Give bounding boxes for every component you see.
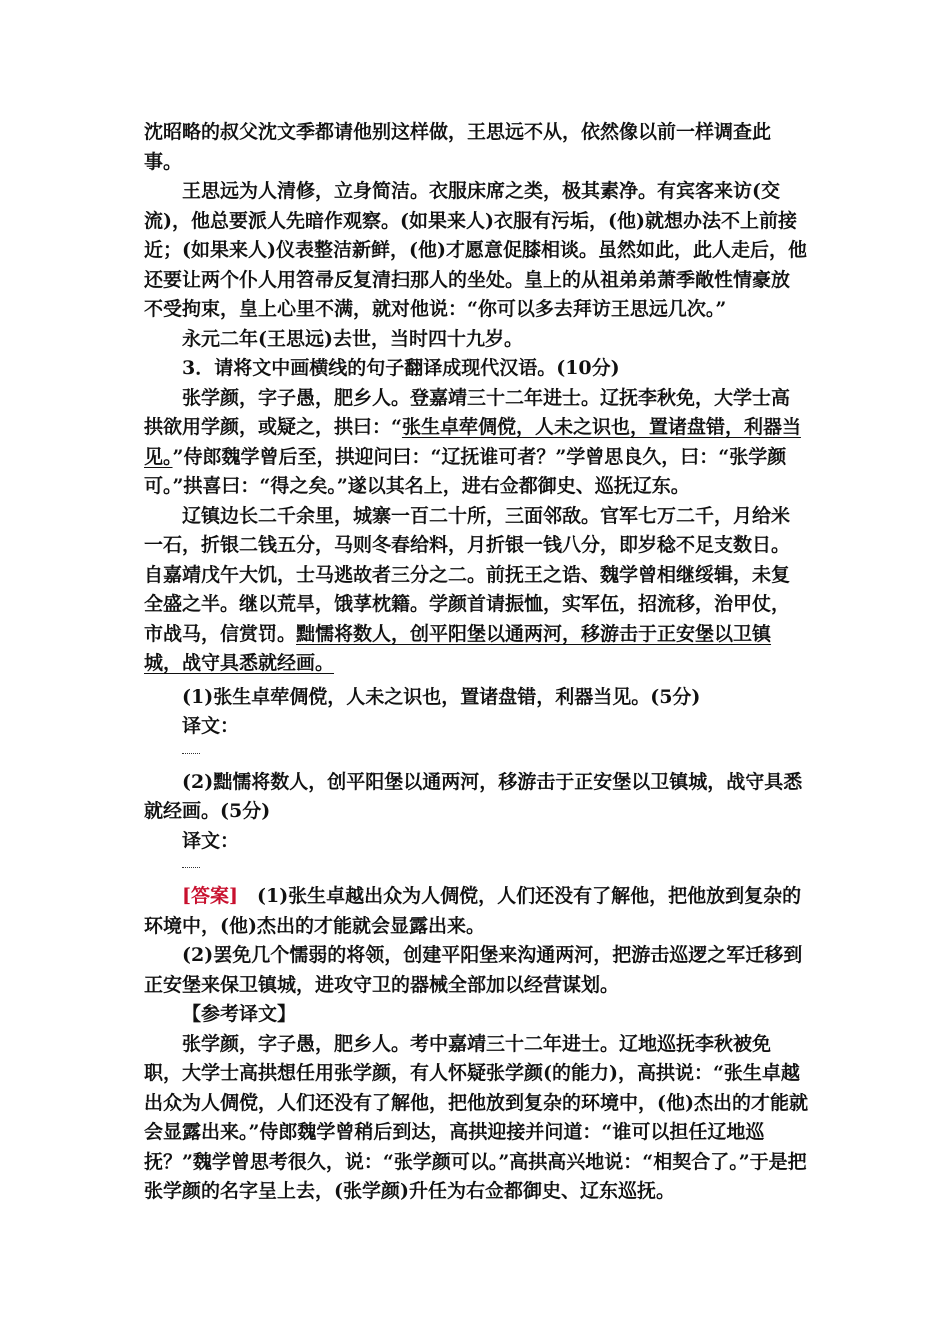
paragraph-2: 王思远为人清修，立身简洁。衣服床席之类，极其素净。有宾客来访(交流)，他总要派人先暗作观察。(如果来人)衣服有污垢，(他)就想办法不上前接近；(如果来人)仪表整洁新鲜，(他)才愿意促膝相谈。虽然如此，此人走后，他还要让两个仆人用笤帚反复清扫那人的坐处。皇上的从祖弟弟萧季敞性情豪放不受拘束，皇上心里不满，就对他说：“你可以多去拜访王思远几次。” [144,180,807,320]
passage-2 [144,502,808,679]
passage-1-text-b: ”侍郎魏学曾后至，拱迎问曰：“辽抚谁可者？”学曾思良久，曰：“张学颜可。”拱喜曰：“得之矣。”遂以其名上，进右佥都御史、巡抚辽东。 [144,445,787,497]
answer-2: (2)罢免几个懦弱的将领，创建平阳堡来沟通两河，把游击巡逻之军迁移到正安堡来保卫镇城，进攻守卫的器械全部加以经营谋划。 [144,944,803,996]
paragraph-1: 沈昭略的叔父沈文季都请他别这样做，王思远不从，依然像以前一样调查此事。 [144,121,772,173]
passage-1-text-a: 张学颜，字子愚，肥乡人。登嘉靖三十二年进士。辽抚李秋免，大学士高拱欲用学颜，或疑之，拱曰：“ [144,386,791,438]
passage-1 [144,384,808,502]
answer-blank-1[interactable] [182,742,808,768]
sub-question-2: (2)黜懦将数人，创平阳堡以通两河，移游击于正安堡以卫镇城，战守具悉就经画。(5分) [144,770,803,822]
underlined-sentence-2: 黜懦将数人，创平阳堡以通两河，移游击于正安堡以卫镇城，战守具悉就经画。 [144,622,772,674]
translation-label-2: 译文： [182,829,240,852]
reference-heading: 【参考译文】 [182,1003,297,1025]
question-title: 3．请将文中画横线的句子翻译成现代汉语。(10分) [182,357,620,379]
document-page [144,118,808,1207]
answer-tag: [答案] [182,885,238,907]
answer-blank-2[interactable] [182,856,808,882]
passage-2-text-a: 辽镇边长二千余里，城寨一百二十所，三面邻敌。官军七万二千，月给米一石，折银二钱五分，马则冬春给料，月折银一钱八分，即岁稔不足支数日。自嘉靖戊午大饥，士马逃故者三分之二。前抚王之诰、魏学曾相继绥辑，未复全盛之半。继以荒旱，饿莩枕籍。学颜首请振恤，实军伍，招流移，治甲仗，市战马，信赏罚。 [144,504,791,645]
translation-label-1: 译文： [182,715,240,737]
paragraph-3: 永元二年(王思远)去世，当时四十九岁。 [182,327,523,350]
reference-text: 张学颜，字子愚，肥乡人。考中嘉靖三十二年进士。辽地巡抚李秋被免职，大学士高拱想任用张学颜，有人怀疑张学颜(的能力)，高拱说：“张生卓越出众为人倜傥，人们还没有了解他，把他放到复杂的环境中，(他)杰出的才能就会显露出来。”侍郎魏学曾稍后到达，高拱迎接并问道：“谁可以担任辽地巡抚？”魏学曾思考很久，说：“张学颜可以。”高拱高兴地说：“相契合了。”于是把张学颜的名字呈上去，(张学颜)升任为右佥都御史、辽东巡抚。 [144,1032,808,1202]
underlined-sentence-1: 张生卓荦倜傥，人未之识也，置诸盘错，利器当见。 [144,416,801,468]
sub-question-1: (1)张生卓荦倜傥，人未之识也，置诸盘错，利器当见。(5分) [182,685,701,708]
answer-1-text: (1)张生卓越出众为人倜傥，人们还没有了解他，把他放到复杂的环境中，(他)杰出的才能就会显露出来。 [144,885,802,937]
answer-1 [144,882,808,941]
